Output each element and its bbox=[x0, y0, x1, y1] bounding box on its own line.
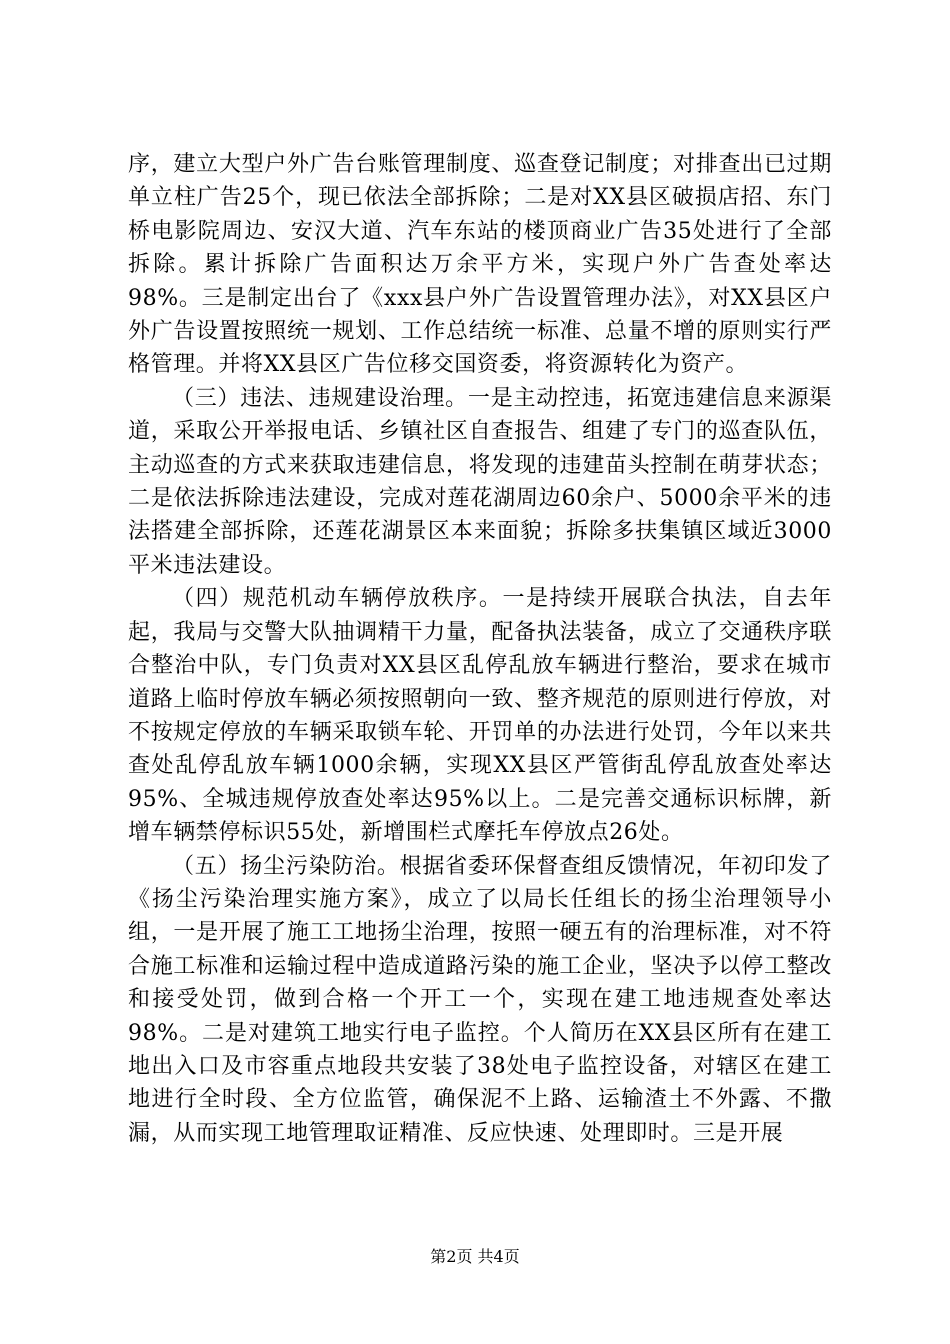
paragraph-section-three: （三）违法、违规建设治理。一是主动控违，拓宽违建信息来源渠道，采取公开举报电话、乡镇社区自查报告、组建了专门的巡查队伍，主动巡查的方式来获取违建信息，将发现的违建苗头控制在萌芽状态；二是依法拆除违法建设，完成对莲花湖周边60余户、5000余平米的违法搭建全部拆除，还莲花湖景区本来面貌；拆除多扶集镇区域近3000平米违法建设。 bbox=[128, 385, 832, 578]
page-number-label: 第2页 共4页 bbox=[430, 1247, 520, 1266]
page-footer bbox=[0, 1244, 950, 1267]
paragraph-section-five: （五）扬尘污染防治。根据省委环保督查组反馈情况，年初印发了《扬尘污染治理实施方案》，成立了以局长任组长的扬尘治理领导小组，一是开展了施工工地扬尘治理，按照一硬五有的治理标准，对不符合施工标准和运输过程中造成道路污染的施工企业，坚决予以停工整改和接受处罚，做到合格一个开工一个，实现在建工地违规查处率达98%。二是对建筑工地实行电子监控。个人简历在XX县区所有在建工地出入口及市容重点地段共安装了38处电子监控设备，对辖区在建工地进行全时段、全方位监管，确保泥不上路、运输渣土不外露、不撒漏，从而实现工地管理取证精准、反应快速、处理即时。三是开展 bbox=[128, 853, 832, 1146]
document-body bbox=[128, 148, 832, 1150]
paragraph-section-four: （四）规范机动车辆停放秩序。一是持续开展联合执法，自去年起，我局与交警大队抽调精干力量，配备执法装备，成立了交通秩序联合整治中队，专门负责对XX县区乱停乱放车辆进行整治，要求在城市道路上临时停放车辆必须按照朝向一致、整齐规范的原则进行停放，对不按规定停放的车辆采取锁车轮、开罚单的办法进行处罚，今年以来共查处乱停乱放车辆1000余辆，实现XX县区严管街乱停乱放查处率达95%、全城违规停放查处率达95%以上。二是完善交通标识标牌，新增车辆禁停标识55处，新增围栏式摩托车停放点26处。 bbox=[128, 586, 832, 846]
paragraph-continued: 序，建立大型户外广告台账管理制度、巡查登记制度；对排查出已过期单立柱广告25个，现已依法全部拆除；二是对XX县区破损店招、东门桥电影院周边、安汉大道、汽车东站的楼顶商业广告35处进行了全部拆除。累计拆除广告面积达万余平方米，实现户外广告查处率达98%。三是制定出台了《xxx县户外广告设置管理办法》，对XX县区户外广告设置按照统一规划、工作总结统一标准、总量不增的原则实行严格管理。并将XX县区广告位移交国资委，将资源转化为资产。 bbox=[128, 152, 832, 378]
